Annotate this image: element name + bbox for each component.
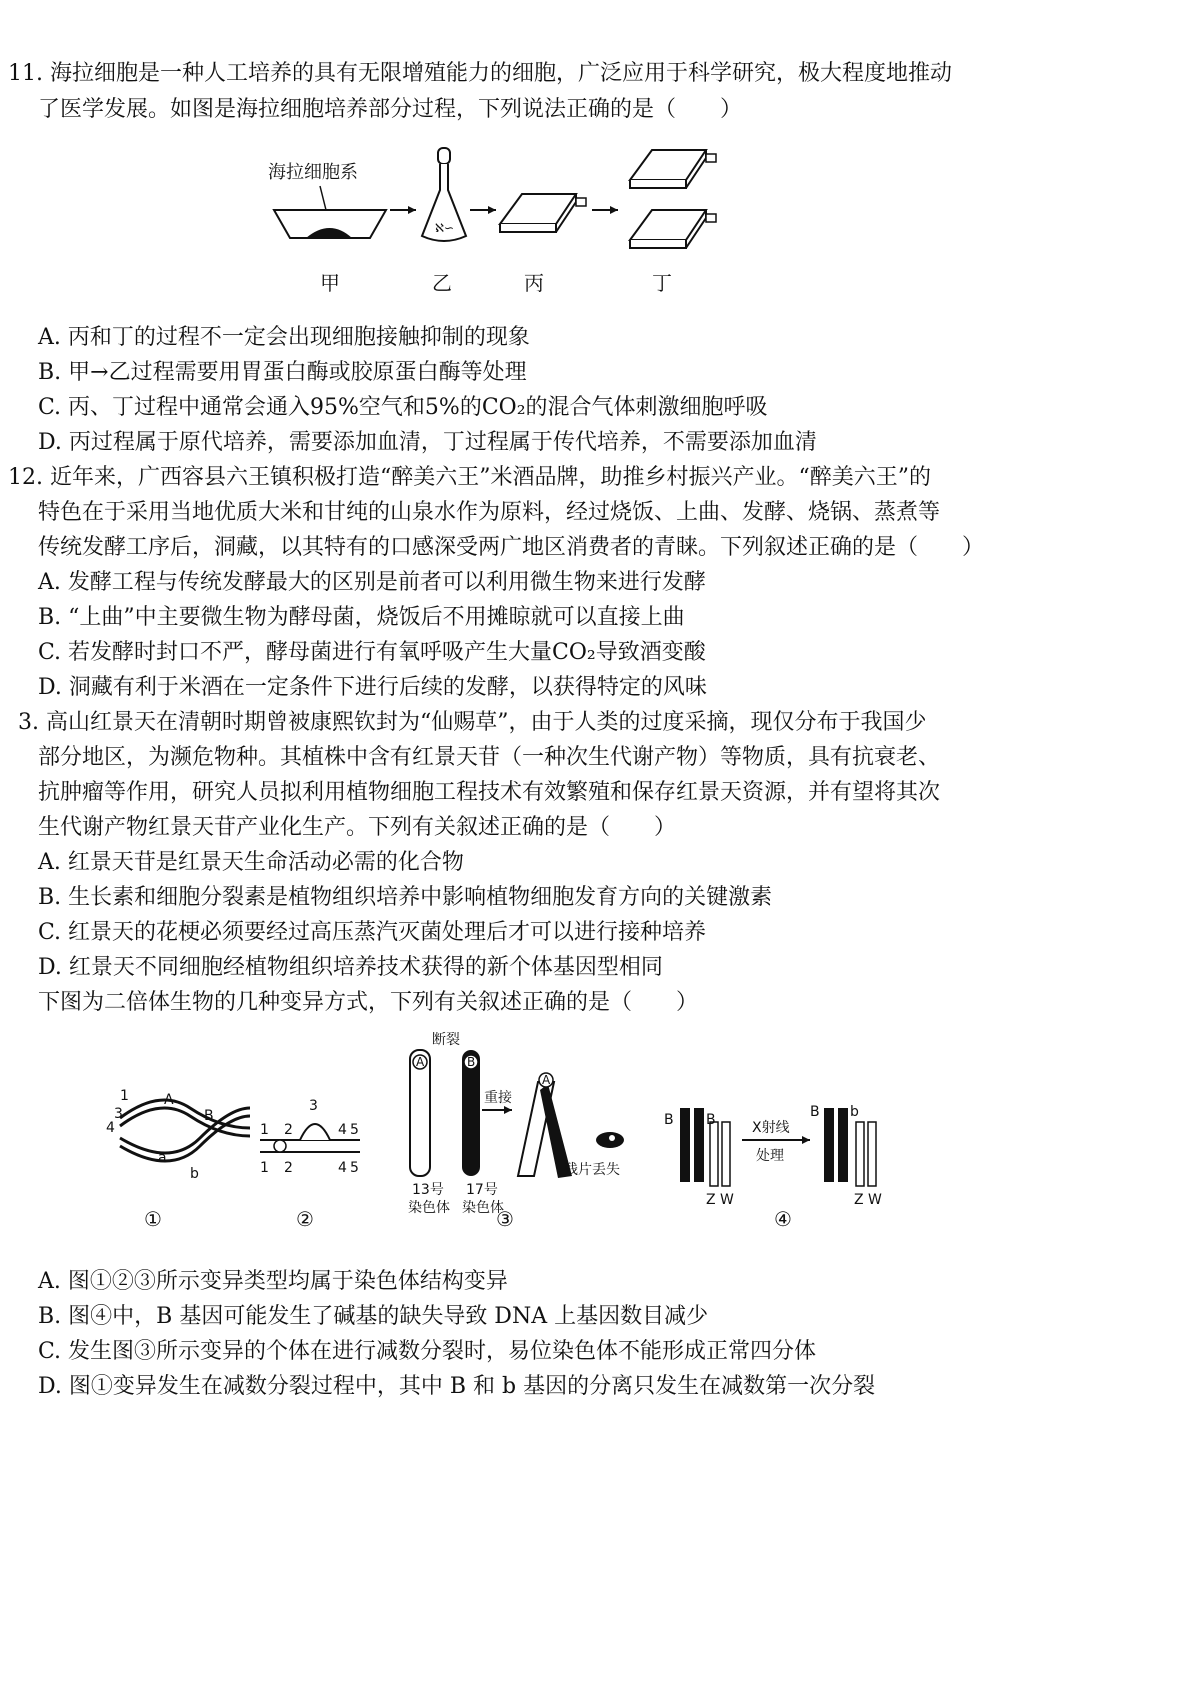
q12-stem-line-2: 特色在于采用当地优质大米和甘纯的山泉水作为原料，经过烧饭、上曲、发酵、烧锅、蒸煮等	[38, 500, 941, 525]
culture-bottles-ding	[630, 150, 716, 248]
fig4-left-gene-1: B	[664, 1112, 674, 1128]
fig2-top-1: 1	[260, 1122, 269, 1138]
fig3-chr13-line1: 13号	[412, 1182, 444, 1198]
fig3-join-label: 重接	[484, 1090, 512, 1106]
conical-flask-yi	[422, 148, 466, 241]
caption-yi: 乙	[432, 271, 452, 295]
q12-option-a: A. 发酵工程与传统发酵最大的区别是前者可以利用微生物来进行发酵	[38, 570, 706, 595]
q11-option-b: B. 甲→乙过程需要用胃蛋白酶或胶原蛋白酶等处理	[38, 360, 527, 385]
svg-text:A: A	[416, 1055, 425, 1069]
q12-stem-line-1: 12. 近年来，广西容县六王镇积极打造“醉美六王”米酒品牌，助推乡村振兴产业。“醉美六王”的	[8, 465, 931, 490]
q12-option-b: B. “上曲”中主要微生物为酵母菌，烧饭后不用摊晾就可以直接上曲	[38, 605, 685, 630]
q14-option-a: A. 图①②③所示变异类型均属于染色体结构变异	[38, 1269, 508, 1294]
fig4-right-gene-2: b	[850, 1104, 859, 1120]
fig1-label-B: B	[204, 1108, 214, 1124]
fig4-treat-line1: X射线	[752, 1120, 790, 1136]
fig3-lost-label: 残片丢失	[564, 1162, 620, 1178]
fig4-xray	[664, 1104, 882, 1208]
caption-jia: 甲	[320, 271, 340, 295]
fig1-label-A: A	[164, 1092, 174, 1108]
q11-stem-line-1: 11. 海拉细胞是一种人工培养的具有无限增殖能力的细胞，广泛应用于科学研究，极大程度地推动	[8, 61, 952, 86]
fig4-left-zw: Z W	[706, 1192, 734, 1208]
q13-option-c: C. 红景天的花梗必须要经过高压蒸汽灭菌处理后才可以进行接种培养	[38, 920, 707, 945]
svg-text:A: A	[542, 1073, 551, 1087]
fig2-bottom-1: 1	[260, 1160, 269, 1176]
q11-figure	[260, 140, 760, 310]
q11-stem-line-2: 了医学发展。如图是海拉细胞培养部分过程，下列说法正确的是（ ）	[38, 97, 743, 122]
fig2-loop	[260, 1098, 360, 1176]
fig1-label-3: 3	[114, 1106, 123, 1122]
q13-option-a: A. 红景天苷是红景天生命活动必需的化合物	[38, 850, 464, 875]
caption-ding: 丁	[652, 271, 672, 295]
fig3-chr17-line2: 染色体	[462, 1200, 504, 1216]
fig1-label-1: 1	[120, 1088, 129, 1104]
q13-stem-line-1: 3. 高山红景天在清朝时期曾被康熙钦封为“仙赐草”，由于人类的过度采摘，现仅分布于我国少	[18, 710, 927, 735]
fig2-top-5: 5	[350, 1122, 359, 1138]
q11-option-d: D. 丙过程属于原代培养，需要添加血清，丁过程属于传代培养，不需要添加血清	[38, 430, 817, 455]
q13-option-d: D. 红景天不同细胞经植物组织培养技术获得的新个体基因型相同	[38, 955, 663, 980]
q12-option-d: D. 洞藏有利于米酒在一定条件下进行后续的发酵，以获得特定的风味	[38, 675, 707, 700]
q13-stem-line-4: 生代谢产物红景天苷产业化生产。下列有关叙述正确的是（ ）	[38, 815, 677, 840]
culture-bottle-bing	[500, 194, 586, 232]
fig1-label-a: a	[158, 1150, 167, 1166]
q14-figure	[100, 1028, 980, 1268]
fig1-label-b: b	[190, 1166, 199, 1182]
fig2-top-2: 2	[284, 1122, 293, 1138]
fig3-translocation	[408, 1032, 624, 1216]
petri-dish-jia	[274, 210, 386, 238]
q11-option-a: A. 丙和丁的过程不一定会出现细胞接触抑制的现象	[38, 325, 530, 350]
q14-stem-line-1: 下图为二倍体生物的几种变异方式，下列有关叙述正确的是（ ）	[38, 990, 699, 1015]
q13-stem-line-2: 部分地区，为濒危物种。其植株中含有红景天苷（一种次生代谢产物）等物质，具有抗衰老、	[38, 745, 941, 770]
fig2-top-3: 3	[309, 1098, 318, 1114]
q12-stem-line-3: 传统发酵工序后，洞藏，以其特有的口感深受两广地区消费者的青睐。下列叙述正确的是（ ）	[38, 535, 985, 560]
caption-fig3: ③	[496, 1207, 514, 1231]
fig2-top-4: 4	[338, 1122, 347, 1138]
q11-option-c: C. 丙、丁过程中通常会通入95%空气和5%的CO₂的混合气体刺激细胞呼吸	[38, 395, 768, 420]
svg-text:B: B	[467, 1055, 476, 1069]
q14-option-d: D. 图①变异发生在减数分裂过程中，其中 B 和 b 基因的分离只发生在减数第一次分裂	[38, 1374, 876, 1399]
q14-option-c: C. 发生图③所示变异的个体在进行减数分裂时，易位染色体不能形成正常四分体	[38, 1339, 817, 1364]
fig2-bottom-4: 4	[338, 1160, 347, 1176]
fig4-left-gene-2: B	[706, 1112, 716, 1128]
caption-fig4: ④	[774, 1207, 792, 1231]
fig3-chr13-line2: 染色体	[408, 1200, 450, 1216]
fig3-chr17-line1: 17号	[466, 1182, 498, 1198]
fig2-bottom-5: 5	[350, 1160, 359, 1176]
caption-fig2: ②	[296, 1207, 314, 1231]
svg-text:ℵ∽: ℵ∽	[435, 221, 454, 235]
fig1-label-4: 4	[106, 1120, 115, 1136]
q14-option-b: B. 图④中，B 基因可能发生了碱基的缺失导致 DNA 上基因数目减少	[38, 1304, 709, 1329]
fig4-treat-line2: 处理	[756, 1148, 784, 1164]
hela-label: 海拉细胞系	[268, 162, 358, 183]
q12-option-c: C. 若发酵时封口不严，酵母菌进行有氧呼吸产生大量CO₂导致酒变酸	[38, 640, 706, 665]
q13-option-b: B. 生长素和细胞分裂素是植物组织培养中影响植物细胞发育方向的关键激素	[38, 885, 773, 910]
fig1-crossing-over	[106, 1088, 250, 1182]
caption-fig1: ①	[144, 1207, 162, 1231]
caption-bing: 丙	[524, 271, 544, 295]
fig3-break-label: 断裂	[432, 1032, 460, 1048]
fig2-bottom-2: 2	[284, 1160, 293, 1176]
fig4-right-gene-1: B	[810, 1104, 820, 1120]
fig4-right-zw: Z W	[854, 1192, 882, 1208]
q13-stem-line-3: 抗肿瘤等作用，研究人员拟利用植物细胞工程技术有效繁殖和保存红景天资源，并有望将其次	[38, 780, 941, 805]
